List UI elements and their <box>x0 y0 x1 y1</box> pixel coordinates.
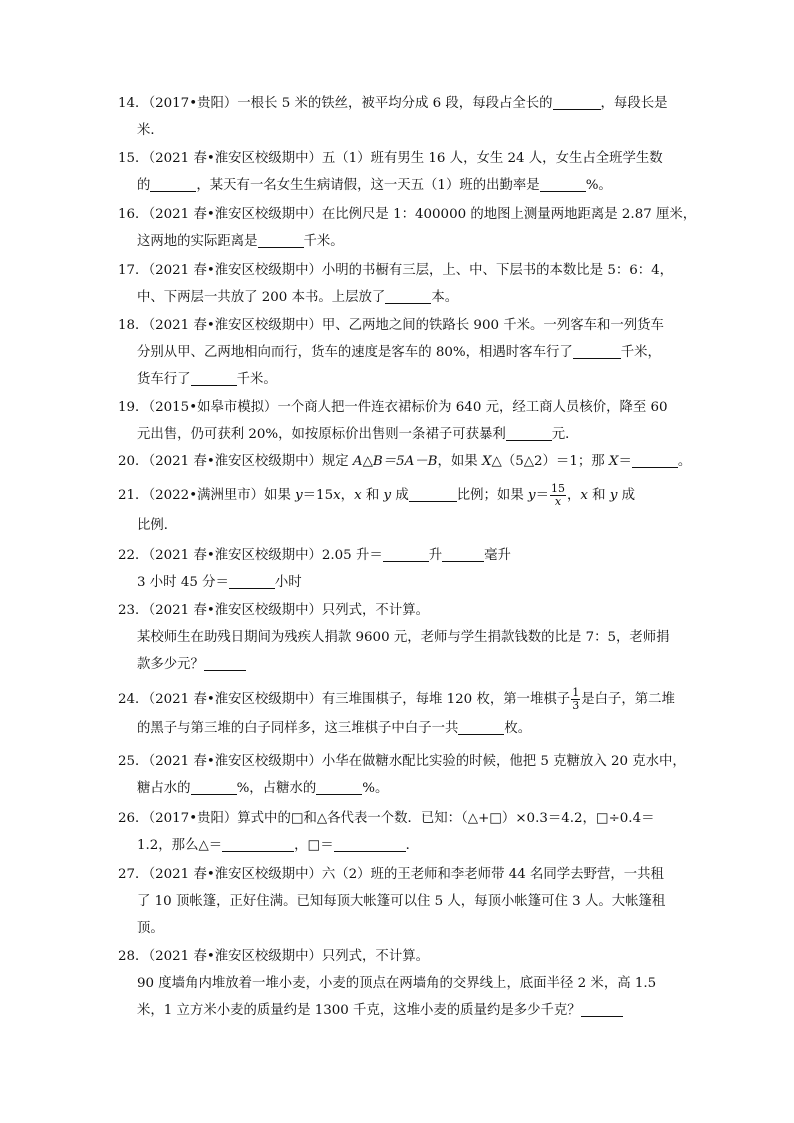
question-text: 22．（2021 春•淮安区校级期中）2.05 升＝ <box>118 548 383 563</box>
answer-blank[interactable] <box>581 1000 623 1017</box>
question-text: 千米， <box>620 345 661 360</box>
question-text: 成 <box>391 488 409 503</box>
question-text: 23．（2021 春•淮安区校级期中）只列式，不计算。 <box>118 603 429 618</box>
question-text: 元． <box>551 427 579 442</box>
question-text: 款多少元？ <box>137 657 204 672</box>
fraction-numerator: 15 <box>550 482 565 495</box>
answer-blank[interactable] <box>573 342 621 359</box>
answer-blank[interactable] <box>409 485 457 502</box>
question-text: ，□＝ <box>294 838 334 853</box>
question-text: 15．（2021 春•淮安区校级期中）五（1）班有男生 16 人，女生 24 人，女生占全班学生数 <box>118 151 663 166</box>
answer-blank[interactable] <box>191 778 237 795</box>
question-text: 27．（2021 春•淮安区校级期中）六（2）班的王老师和李老师带 44 名同学去野营，一共租 <box>118 867 664 882</box>
question-27 <box>118 861 688 942</box>
answer-blank[interactable] <box>553 93 601 110</box>
question-text: ，每段长是 <box>600 96 668 111</box>
fraction-denominator: x <box>554 495 562 508</box>
answer-blank[interactable] <box>334 835 406 852</box>
variable: X <box>608 454 619 469</box>
question-text: 毫升 <box>484 548 511 563</box>
question-25 <box>118 748 688 802</box>
answer-blank[interactable] <box>506 424 552 441</box>
question-text: 比例． <box>137 518 178 533</box>
question-17 <box>118 257 688 311</box>
variable: x <box>354 488 362 503</box>
variable: y <box>609 488 618 503</box>
question-text: ． <box>405 838 419 853</box>
question-20 <box>118 448 692 475</box>
answer-blank[interactable] <box>258 231 304 248</box>
fraction-denominator: 3 <box>572 699 580 712</box>
question-text: 和 <box>587 488 610 503</box>
question-text: 枚。 <box>504 721 532 736</box>
question-text: 千米。 <box>236 372 277 387</box>
question-text: 19．（2015•如皋市模拟）一个商人把一件连衣裙标价为 640 元，经工商人员核价，降至 60 <box>118 400 668 415</box>
question-text: 小时 <box>274 575 302 590</box>
question-text: %。 <box>585 178 612 193</box>
answer-blank[interactable] <box>383 545 429 562</box>
question-text: 28．（2021 春•淮安区校级期中）只列式，不计算。 <box>118 949 429 964</box>
question-text: 20．（2021 春•淮安区校级期中）规定 <box>118 454 353 469</box>
variable: y <box>295 488 303 503</box>
answer-blank[interactable] <box>442 545 484 562</box>
answer-blank[interactable] <box>632 451 678 468</box>
question-23 <box>118 597 688 678</box>
question-text: 25．（2021 春•淮安区校级期中）小华在做糖水配比实验的时候，他把 5 克糖放入 20 克水中， <box>118 754 686 769</box>
answer-blank[interactable] <box>191 369 237 386</box>
question-text: 14．（2017•贵阳）一根长 5 米的铁丝，被平均分成 6 段，每段占全长的 <box>118 96 553 111</box>
variable: x <box>333 488 341 503</box>
question-text: ，某天有一名女生生病请假，这一天五（1）班的出勤率是 <box>196 178 540 193</box>
question-text: %。 <box>362 781 389 796</box>
question-text: 的 <box>137 178 151 193</box>
question-text: △（5△2）＝1；那 <box>491 454 609 469</box>
question-19 <box>118 394 688 448</box>
question-text: 16．（2021 春•淮安区校级期中）在比例尺是 1：400000 的地图上测量两地距离是 2.87 厘米， <box>118 207 697 222</box>
variable: x <box>580 488 588 503</box>
variable: y <box>383 488 392 503</box>
question-22 <box>118 542 688 596</box>
question-text: 是白子，第二堆 <box>581 692 675 707</box>
fraction <box>550 483 566 508</box>
question-text: 17．（2021 春•淮安区校级期中）小明的书橱有三层，上、中、下层书的本数比是 5：6：4， <box>118 263 674 278</box>
question-18 <box>118 312 688 393</box>
question-text: 3 小时 45 分＝ <box>137 575 229 590</box>
question-text: 千米。 <box>303 234 344 249</box>
question-text: 24．（2021 春•淮安区校级期中）有三堆围棋子，每堆 120 枚，第一堆棋子 <box>118 692 571 707</box>
answer-blank[interactable] <box>540 175 586 192</box>
question-text: 本。 <box>431 290 459 305</box>
question-text: 分别从甲、乙两地相向而行，货车的速度是客车的 80%，相遇时客车行了 <box>137 345 573 360</box>
question-text: ＝ <box>535 488 549 503</box>
question-text: 了 10 顶帐篷，正好住满。已知每顶大帐篷可以住 5 人，每顶小帐篷可住 3 人。大帐篷租 <box>137 894 666 909</box>
answer-blank[interactable] <box>316 778 362 795</box>
question-text: 成 <box>617 488 636 503</box>
question-text: 26．（2017•贵阳）算式中的□和△各代表一个数．已知：（△+□）×0.3＝4.2，□÷0.4＝ <box>118 811 655 826</box>
question-text: ， <box>566 488 581 503</box>
answer-blank[interactable] <box>204 654 246 671</box>
answer-blank[interactable] <box>229 572 275 589</box>
question-21 <box>118 480 688 539</box>
question-text: 21．（2022•满洲里市）如果 <box>118 488 296 503</box>
answer-blank[interactable] <box>150 175 196 192</box>
question-text: 中、下两层一共放了 200 本书。上层放了 <box>137 290 386 305</box>
question-text: 米，1 立方米小麦的质量约是 1300 千克，这堆小麦的质量约是多少千克？ <box>137 1003 581 1018</box>
question-text: ＝ <box>618 454 632 469</box>
variable: y <box>527 488 536 503</box>
question-text: 1.2，那么△＝ <box>137 838 223 853</box>
question-text: 这两地的实际距离是 <box>137 234 258 249</box>
question-14 <box>118 90 688 144</box>
question-text: 糖占水的 <box>137 781 191 796</box>
answer-blank[interactable] <box>458 718 504 735</box>
question-24 <box>118 685 688 742</box>
question-text: 比例；如果 <box>456 488 528 503</box>
formula: A△B＝5A－B <box>352 454 438 469</box>
question-text: 的黑子与第三堆的白子同样多，这三堆棋子中白子一共 <box>137 721 459 736</box>
question-text: 升 <box>428 548 443 563</box>
question-28 <box>118 943 688 1024</box>
question-text: 。 <box>677 454 692 469</box>
fraction <box>571 687 580 712</box>
question-text: ，如果 <box>437 454 482 469</box>
question-26 <box>118 805 688 859</box>
question-text: 元出售，仍可获利 20%，如按原标价出售则一条裙子可获暴利 <box>137 427 506 442</box>
question-text: 18．（2021 春•淮安区校级期中）甲、乙两地之间的铁路长 900 千米。一列客车和一列货车 <box>118 318 664 333</box>
question-text: %，占糖水的 <box>236 781 317 796</box>
question-text: 90 度墙角内堆放着一堆小麦，小麦的顶点在两墙角的交界线上，底面半径 2 米，高 1.5 <box>137 976 657 991</box>
question-text: 和 <box>361 488 384 503</box>
answer-blank[interactable] <box>222 835 294 852</box>
question-16 <box>118 201 697 255</box>
fraction-numerator: 1 <box>572 686 580 699</box>
question-text: 某校师生在助残日期间为残疾人捐款 9600 元，老师与学生捐款钱数的比是 7：5，老师捐 <box>137 630 670 645</box>
question-text: 货车行了 <box>137 372 191 387</box>
answer-blank[interactable] <box>385 287 431 304</box>
question-text: 米． <box>137 123 164 138</box>
variable: X <box>481 454 492 469</box>
question-text: ， <box>340 488 355 503</box>
question-text: ＝15 <box>302 488 334 503</box>
question-text: 顶。 <box>137 921 164 936</box>
question-15 <box>118 145 688 199</box>
